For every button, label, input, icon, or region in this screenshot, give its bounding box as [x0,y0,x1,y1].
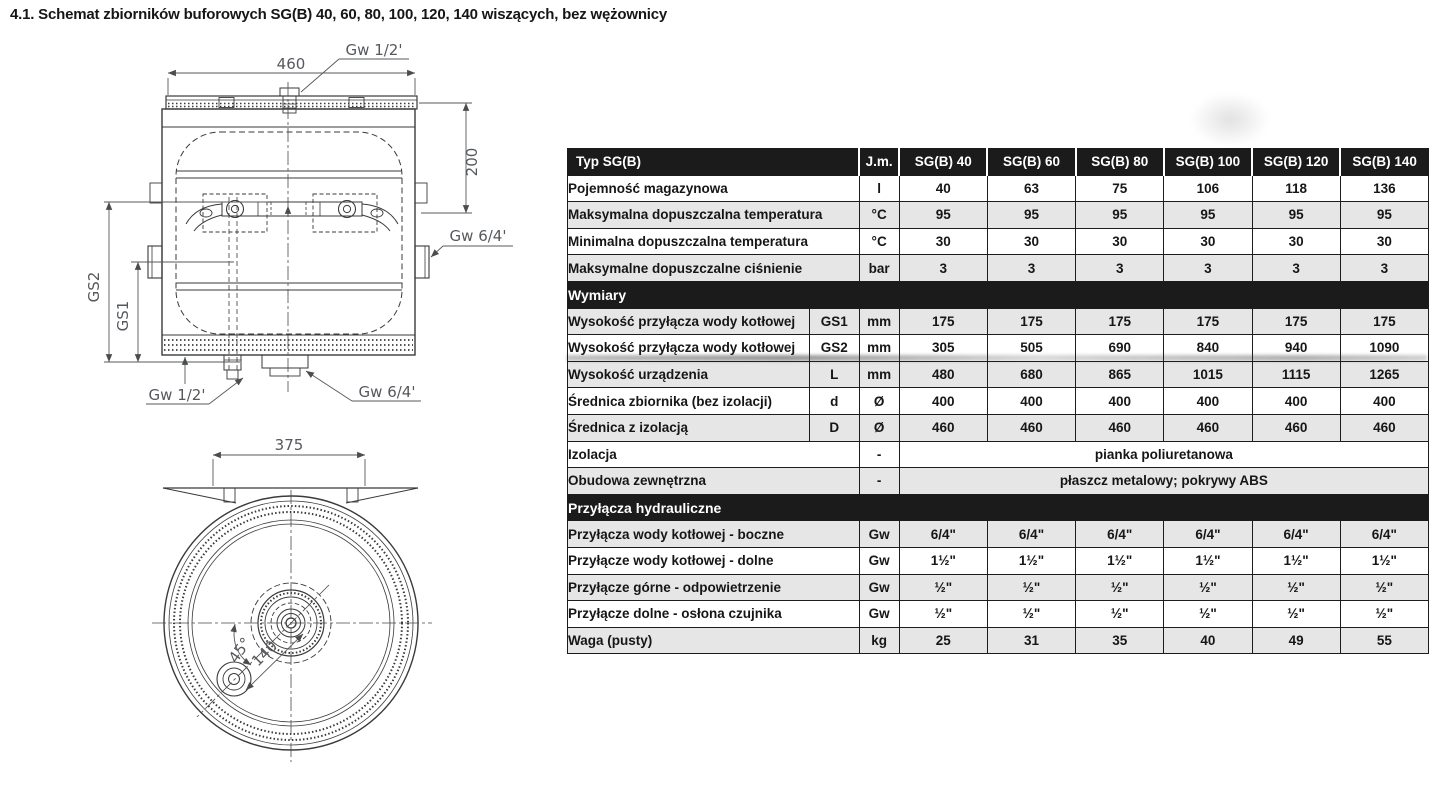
row-value: ½" [1340,574,1428,601]
header-model-cell: SG(B) 100 [1164,149,1252,176]
row-value: 106 [1164,175,1252,202]
row-unit: - [859,441,899,468]
row-value: 1½" [1340,547,1428,574]
row-value: 30 [899,228,987,255]
row-value: 40 [899,175,987,202]
row-value: 95 [1076,202,1164,229]
table-row [568,468,1429,495]
table-row [568,202,1429,229]
row-value: 460 [1076,414,1164,441]
row-value: 400 [1340,388,1428,415]
row-unit: Ø [859,388,899,415]
row-value: 30 [1340,228,1428,255]
row-value: ½" [987,574,1075,601]
section-label: Przyłącza hydrauliczne [568,494,1429,521]
table-row [568,335,1429,362]
row-value: 6/4" [1076,521,1164,548]
row-value: 30 [987,228,1075,255]
row-value: 460 [1164,414,1252,441]
row-unit: Ø [859,414,899,441]
tank-schematic-svg [0,0,560,800]
row-label: Przyłącze wody kotłowej - dolne [568,547,860,574]
row-value: 3 [987,255,1075,282]
row-value: 95 [987,202,1075,229]
table-row [568,255,1429,282]
row-label: Przyłącze dolne - osłona czujnika [568,601,860,628]
row-span-value: pianka poliuretanowa [899,441,1428,468]
row-value: 55 [1340,627,1428,654]
row-value: ½" [899,574,987,601]
row-value: 175 [1164,308,1252,335]
row-value: 63 [987,175,1075,202]
row-span-value: płaszcz metalowy; pokrywy ABS [899,468,1428,495]
row-value: 6/4" [899,521,987,548]
row-value: 6/4" [987,521,1075,548]
row-value: 30 [1164,228,1252,255]
row-value: ½" [899,601,987,628]
row-value: 95 [1164,202,1252,229]
row-value: 49 [1252,627,1340,654]
row-value: 175 [987,308,1075,335]
header-model-cell: SG(B) 120 [1252,149,1340,176]
header-model-cell: SG(B) 80 [1076,149,1164,176]
dim-45deg-label: 45° [224,634,255,667]
row-value: 95 [899,202,987,229]
plan-view [163,488,418,750]
row-unit: mm [859,361,899,388]
row-value: 1½" [1076,547,1164,574]
row-label: Izolacja [568,441,860,468]
row-value: 1115 [1252,361,1340,388]
row-value: 136 [1340,175,1428,202]
row-value: 505 [987,335,1075,362]
section-row [568,281,1429,308]
row-value: 30 [1252,228,1340,255]
row-symbol: d [809,388,859,415]
table-row [568,547,1429,574]
row-unit: mm [859,335,899,362]
row-unit: Gw [859,574,899,601]
header-model-cell: SG(B) 40 [899,149,987,176]
row-value: 690 [1076,335,1164,362]
scan-artifact-blot [1190,92,1270,147]
row-value: 680 [987,361,1075,388]
dim-140-label: 140 [247,636,281,670]
row-value: 25 [899,627,987,654]
table-row [568,601,1429,628]
row-value: 3 [899,255,987,282]
row-value: ½" [1076,574,1164,601]
dim-gs1-label: GS1 [114,300,132,332]
row-label: Obudowa zewnętrzna [568,468,860,495]
row-unit: l [859,175,899,202]
spec-table-header-row [568,149,1429,176]
table-row [568,627,1429,654]
table-row [568,308,1429,335]
row-symbol: GS1 [809,308,859,335]
row-value: ½" [1076,601,1164,628]
row-label: Przyłącze górne - odpowietrzenie [568,574,860,601]
row-value: ½" [1164,601,1252,628]
bottom-connection-label: Gw 6/4' [358,383,416,401]
row-value: ½" [987,601,1075,628]
row-label: Średnica zbiornika (bez izolacji) [568,388,810,415]
row-value: ½" [1252,574,1340,601]
row-unit: Gw [859,521,899,548]
row-value: 400 [1164,388,1252,415]
row-unit: - [859,468,899,495]
row-value: 3 [1164,255,1252,282]
row-value: 305 [899,335,987,362]
row-value: 400 [899,388,987,415]
row-value: 75 [1076,175,1164,202]
row-value: 940 [1252,335,1340,362]
dim-375-label: 375 [274,436,304,454]
row-value: 840 [1164,335,1252,362]
table-row [568,441,1429,468]
row-label: Minimalna dopuszczalna temperatura [568,228,860,255]
row-unit: bar [859,255,899,282]
row-value: ½" [1164,574,1252,601]
row-value: 175 [1252,308,1340,335]
spec-table-container [567,148,1429,654]
row-value: 3 [1340,255,1428,282]
row-unit: °C [859,202,899,229]
row-value: 118 [1252,175,1340,202]
row-value: 460 [1252,414,1340,441]
table-row [568,414,1429,441]
dim-460-label: 460 [276,55,306,73]
header-type-cell: Typ SG(B) [568,149,860,176]
row-value: 40 [1164,627,1252,654]
row-label: Pojemność magazynowa [568,175,860,202]
row-symbol: GS2 [809,335,859,362]
table-row [568,521,1429,548]
row-value: 1½" [1252,547,1340,574]
row-value: 460 [987,414,1075,441]
row-label: Maksymalna dopuszczalna temperatura [568,202,860,229]
page-title: 4.1. Schemat zbiorników buforowych SG(B) 40, 60, 80, 100, 120, 140 wiszących, bez wężownicy [10,6,668,23]
row-value: 6/4" [1252,521,1340,548]
row-value: 175 [1076,308,1164,335]
spec-table-body [568,175,1429,654]
row-value: 400 [1076,388,1164,415]
row-value: 6/4" [1164,521,1252,548]
row-unit: kg [859,627,899,654]
table-row [568,228,1429,255]
row-value: 865 [1076,361,1164,388]
row-value: 175 [1340,308,1428,335]
row-value: 1½" [1164,547,1252,574]
dim-gs2-label: GS2 [85,271,103,303]
row-value: 480 [899,361,987,388]
row-symbol: L [809,361,859,388]
row-value: 1½" [987,547,1075,574]
row-label: Wysokość urządzenia [568,361,810,388]
row-value: 1090 [1340,335,1428,362]
row-value: 1015 [1164,361,1252,388]
table-row [568,175,1429,202]
row-value: 460 [899,414,987,441]
spec-table [567,148,1429,654]
row-value: 31 [987,627,1075,654]
row-value: 175 [899,308,987,335]
row-label: Przyłącza wody kotłowej - boczne [568,521,860,548]
row-label: Wysokość przyłącza wody kotłowej [568,335,810,362]
table-row [568,388,1429,415]
section-label: Wymiary [568,281,1429,308]
table-row [568,574,1429,601]
header-model-cell: SG(B) 140 [1340,149,1428,176]
row-label: Wysokość przyłącza wody kotłowej [568,308,810,335]
header-model-cell: SG(B) 60 [987,149,1075,176]
row-unit: mm [859,308,899,335]
row-value: 6/4" [1340,521,1428,548]
table-row [568,361,1429,388]
row-value: 460 [1340,414,1428,441]
row-value: 400 [987,388,1075,415]
row-value: 35 [1076,627,1164,654]
row-label: Średnica z izolacją [568,414,810,441]
row-unit: °C [859,228,899,255]
technical-drawing [0,0,560,800]
row-value: 95 [1252,202,1340,229]
row-value: 1½" [899,547,987,574]
row-value: 95 [1340,202,1428,229]
row-label: Maksymalne dopuszczalne ciśnienie [568,255,860,282]
row-unit: Gw [859,601,899,628]
row-value: 3 [1252,255,1340,282]
row-value: ½" [1340,601,1428,628]
row-unit: Gw [859,547,899,574]
row-symbol: D [809,414,859,441]
header-unit-cell: J.m. [859,149,899,176]
side-connection-label: Gw 6/4' [449,227,507,245]
row-value: 1265 [1340,361,1428,388]
row-value: 3 [1076,255,1164,282]
bottom-drain-label: Gw 1/2' [148,386,206,404]
row-value: 30 [1076,228,1164,255]
top-connection-label: Gw 1/2' [345,41,403,59]
row-value: 400 [1252,388,1340,415]
elevation-view [148,88,429,379]
row-label: Waga (pusty) [568,627,860,654]
section-row [568,494,1429,521]
row-value: ½" [1252,601,1340,628]
dim-200-label: 200 [463,147,481,177]
